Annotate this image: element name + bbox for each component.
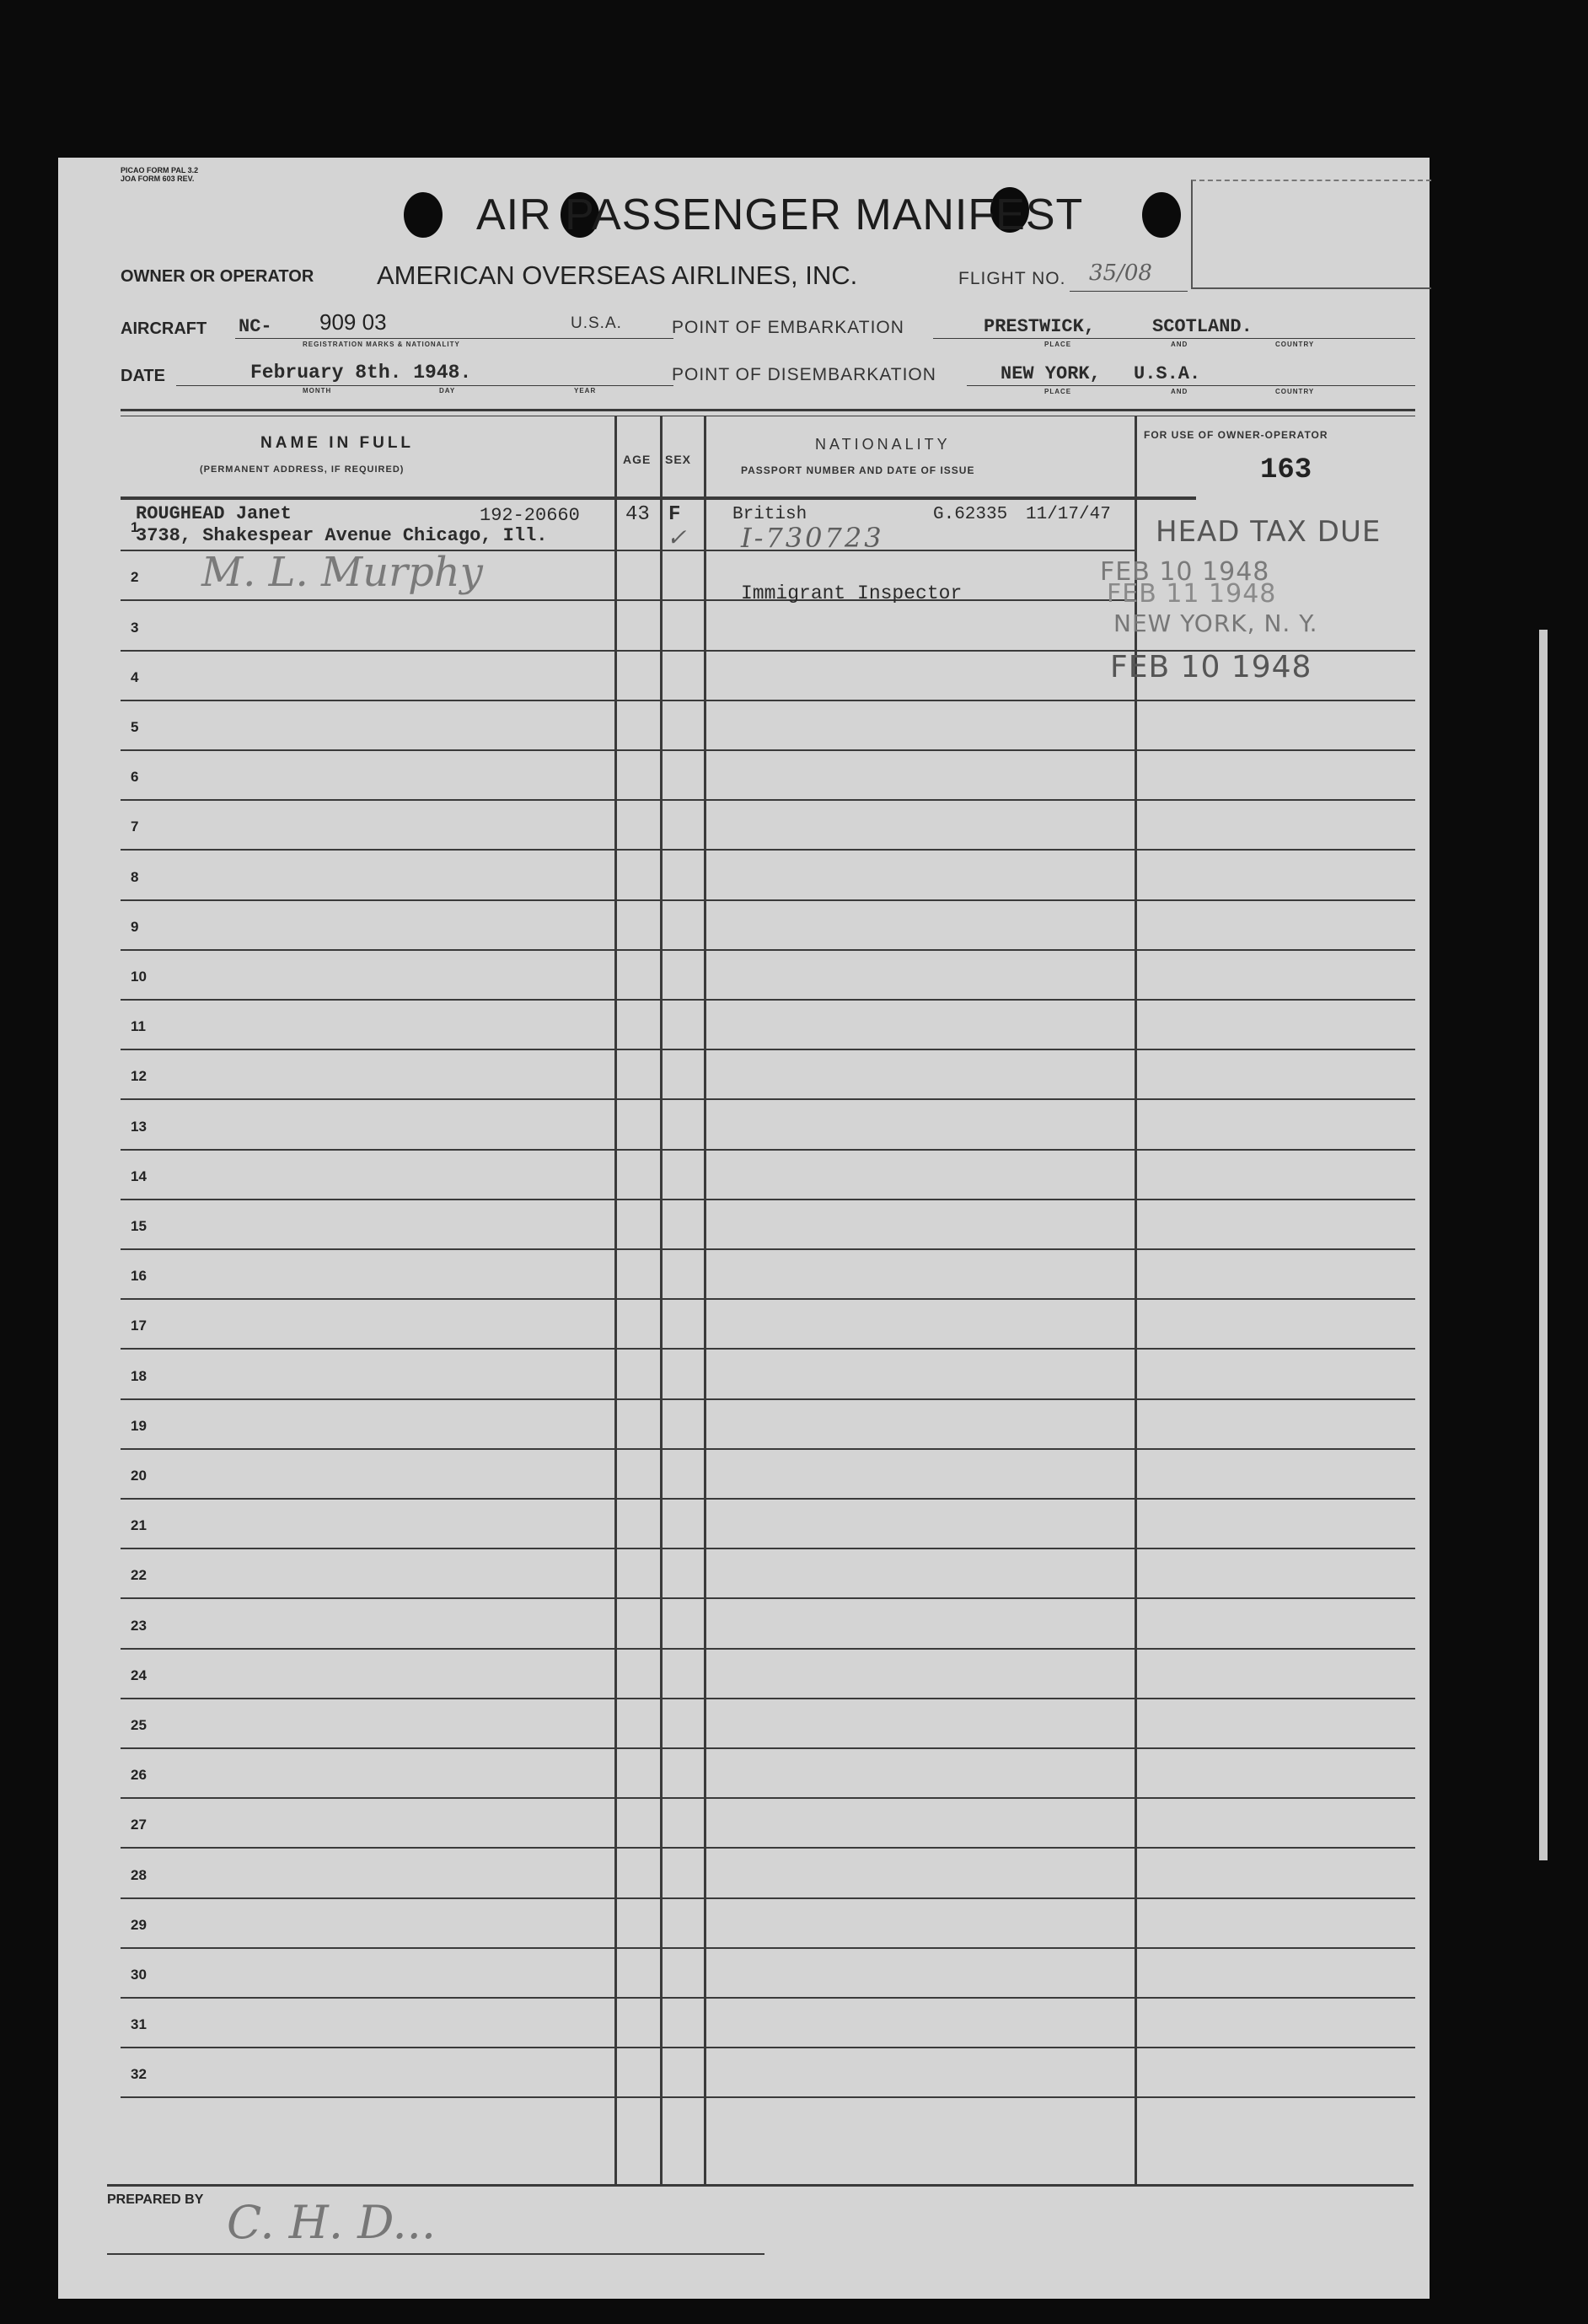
date-stamp-3: FEB 10 1948 bbox=[1110, 650, 1312, 684]
disembark-underline bbox=[967, 385, 1415, 386]
inspector-signature: M. L. Murphy bbox=[201, 549, 483, 596]
row-rule bbox=[121, 1648, 1415, 1650]
row-rule bbox=[121, 1049, 1415, 1050]
corner-box bbox=[1191, 180, 1431, 289]
row-number: 2 bbox=[131, 569, 139, 585]
disembark-label: POINT OF DISEMBARKATION bbox=[672, 365, 936, 384]
date-underline bbox=[176, 385, 673, 386]
row-rule bbox=[121, 899, 1415, 901]
row-number: 23 bbox=[131, 1618, 147, 1634]
row-rule bbox=[121, 1847, 1415, 1849]
date-caption-month: MONTH bbox=[303, 387, 332, 394]
row-number: 30 bbox=[131, 1967, 147, 1983]
row-rule bbox=[121, 1098, 1415, 1100]
city-stamp: NEW YORK, N. Y. bbox=[1113, 609, 1318, 637]
footer-rule bbox=[107, 2184, 1414, 2187]
table-header-bottom-rule bbox=[121, 496, 1196, 500]
row-number: 31 bbox=[131, 2016, 147, 2032]
row-number: 1 bbox=[131, 519, 139, 535]
row-rule bbox=[121, 1997, 1415, 1999]
row-number: 14 bbox=[131, 1168, 147, 1184]
inspector-title: Immigrant Inspector bbox=[741, 582, 963, 604]
owner-value: AMERICAN OVERSEAS AIRLINES, INC. bbox=[377, 260, 858, 290]
manifest-number: 163 bbox=[1260, 454, 1312, 486]
aircraft-country: U.S.A. bbox=[571, 314, 622, 332]
owner-label: OWNER OR OPERATOR bbox=[121, 267, 314, 286]
embark-caption-place: PLACE bbox=[1044, 341, 1072, 348]
row-number: 21 bbox=[131, 1517, 147, 1533]
page-title: AIR PASSENGER MANIFEST bbox=[476, 191, 1084, 239]
date-caption-year: YEAR bbox=[574, 387, 597, 394]
aircraft-prefix: NC- bbox=[239, 316, 272, 337]
passenger-passport: G.62335 bbox=[933, 505, 1008, 524]
row-number: 29 bbox=[131, 1917, 147, 1933]
aircraft-underline bbox=[235, 338, 673, 339]
row-rule bbox=[121, 1548, 1415, 1549]
passenger-address: 3738, Shakespear Avenue Chicago, Ill. bbox=[136, 525, 548, 546]
row-number: 15 bbox=[131, 1218, 147, 1234]
row-rule bbox=[121, 1498, 1415, 1500]
date-value: February 8th. 1948. bbox=[250, 362, 472, 384]
prepared-by-signature: C. H. D... bbox=[227, 2196, 437, 2249]
row-number: 27 bbox=[131, 1817, 147, 1833]
row-rule bbox=[121, 1747, 1415, 1749]
row-rule bbox=[121, 849, 1415, 851]
table-top-rule bbox=[121, 409, 1415, 411]
row-number: 7 bbox=[131, 818, 139, 835]
row-number: 3 bbox=[131, 620, 139, 636]
row-number: 22 bbox=[131, 1567, 147, 1583]
row-rule bbox=[121, 599, 1135, 601]
row-rule bbox=[121, 799, 1415, 801]
row-rule bbox=[121, 999, 1415, 1001]
row-number: 20 bbox=[131, 1468, 147, 1484]
date-stamp-1: FEB 10 1948 bbox=[1100, 557, 1270, 587]
row-number: 17 bbox=[131, 1318, 147, 1334]
passenger-nationality: British bbox=[732, 505, 807, 524]
row-rule bbox=[121, 700, 1415, 701]
row-number: 10 bbox=[131, 969, 147, 985]
row-number: 5 bbox=[131, 719, 139, 735]
row-number: 28 bbox=[131, 1867, 147, 1883]
row-rule bbox=[121, 1797, 1415, 1799]
passenger-alien-number: I-730723 bbox=[741, 522, 884, 554]
passenger-id: 192-20660 bbox=[480, 505, 580, 526]
manifest-sheet bbox=[58, 158, 1430, 2299]
sex-column-left bbox=[660, 416, 663, 2186]
row-number: 12 bbox=[131, 1068, 147, 1084]
passenger-age: 43 bbox=[625, 503, 650, 526]
passenger-sex: F bbox=[668, 503, 681, 526]
row-number: 13 bbox=[131, 1119, 147, 1135]
punch-hole bbox=[1142, 192, 1181, 238]
row-number: 24 bbox=[131, 1667, 147, 1683]
row-number: 18 bbox=[131, 1368, 147, 1384]
date-label: DATE bbox=[121, 367, 165, 385]
row-number: 4 bbox=[131, 669, 139, 685]
aircraft-label: AIRCRAFT bbox=[121, 319, 207, 338]
passenger-check-mark: ✓ bbox=[667, 523, 687, 551]
embark-label: POINT OF EMBARKATION bbox=[672, 318, 904, 337]
col-header-age: AGE bbox=[623, 453, 652, 466]
row-rule bbox=[121, 1348, 1415, 1350]
disembark-caption-country: COUNTRY bbox=[1275, 388, 1315, 395]
row-rule bbox=[121, 949, 1415, 951]
disembark-country: U.S.A. bbox=[1134, 363, 1201, 384]
disembark-place: NEW YORK, bbox=[1001, 363, 1101, 384]
date-caption-day: DAY bbox=[439, 387, 456, 394]
embark-underline bbox=[933, 338, 1415, 339]
row-rule bbox=[121, 1149, 1415, 1151]
head-tax-stamp: HEAD TAX DUE bbox=[1156, 515, 1381, 549]
row-rule bbox=[121, 1448, 1415, 1450]
row-rule bbox=[121, 749, 1415, 751]
aircraft-caption: REGISTRATION MARKS & NATIONALITY bbox=[303, 341, 460, 348]
col-header-sex: SEX bbox=[665, 453, 692, 466]
row-number: 8 bbox=[131, 869, 139, 885]
aircraft-value: 909 03 bbox=[319, 309, 387, 335]
embark-place: PRESTWICK, bbox=[984, 316, 1096, 337]
row-rule bbox=[121, 1698, 1415, 1699]
row-rule bbox=[121, 1897, 1415, 1899]
row-rule bbox=[121, 2047, 1415, 2048]
row-number: 11 bbox=[131, 1018, 146, 1034]
row-number: 9 bbox=[131, 919, 139, 935]
flight-underline bbox=[1070, 291, 1188, 292]
row-rule bbox=[121, 2096, 1415, 2098]
disembark-caption-place: PLACE bbox=[1044, 388, 1072, 395]
col-header-name: NAME IN FULL bbox=[260, 434, 415, 452]
punch-hole bbox=[404, 192, 443, 238]
col-header-nationality: NATIONALITY bbox=[815, 436, 951, 453]
row-number: 6 bbox=[131, 769, 139, 785]
row-rule bbox=[121, 1298, 1415, 1300]
passenger-issue-date: 11/17/47 bbox=[1026, 505, 1111, 524]
date-stamp-2: FEB 11 1948 bbox=[1107, 579, 1277, 609]
row-number: 25 bbox=[131, 1717, 147, 1733]
row-rule bbox=[121, 1597, 1415, 1599]
row-rule bbox=[121, 1199, 1415, 1200]
embark-caption-and: AND bbox=[1171, 341, 1188, 348]
flight-value: 35/08 bbox=[1089, 260, 1152, 286]
film-edge-strip bbox=[1539, 630, 1548, 1860]
nationality-column-left bbox=[704, 416, 706, 2186]
embark-caption-country: COUNTRY bbox=[1275, 341, 1315, 348]
disembark-caption-and: AND bbox=[1171, 388, 1188, 395]
col-header-nationality-sub: PASSPORT NUMBER AND DATE OF ISSUE bbox=[741, 464, 975, 476]
form-number: PICAO FORM PAL 3.2 JOA FORM 603 REV. bbox=[121, 166, 199, 183]
passenger-name: ROUGHEAD Janet bbox=[136, 503, 292, 524]
row-number: 16 bbox=[131, 1268, 147, 1284]
prepared-by-label: PREPARED BY bbox=[107, 2193, 204, 2207]
embark-country: SCOTLAND. bbox=[1152, 316, 1253, 337]
flight-label: FLIGHT NO. bbox=[958, 269, 1066, 288]
row-number: 26 bbox=[131, 1767, 147, 1783]
row-number: 32 bbox=[131, 2066, 147, 2082]
prepared-by-underline bbox=[107, 2253, 764, 2255]
row-rule bbox=[121, 1398, 1415, 1400]
row-rule bbox=[121, 1947, 1415, 1949]
row-number: 19 bbox=[131, 1418, 147, 1434]
age-column-left bbox=[614, 416, 617, 2186]
col-header-name-sub: (PERMANENT ADDRESS, IF REQUIRED) bbox=[200, 464, 405, 475]
col-header-owner-use: FOR USE OF OWNER-OPERATOR bbox=[1144, 429, 1328, 441]
row-rule bbox=[121, 1248, 1415, 1250]
